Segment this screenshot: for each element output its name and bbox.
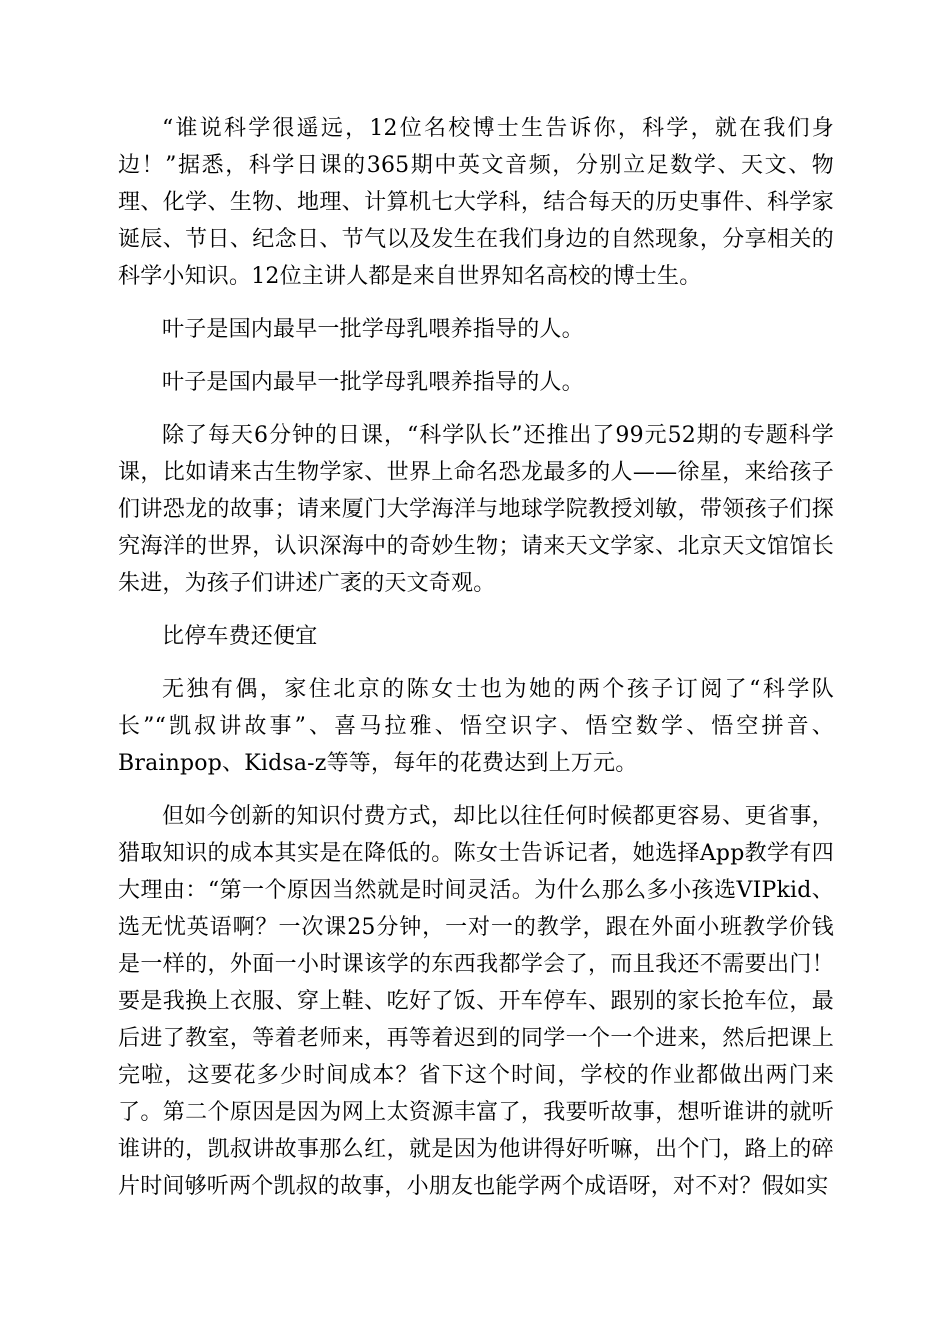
paragraph-special-course: 除了每天6分钟的日课，“科学队长”还推出了99元52期的专题科学课，比如请来古生物学家、世界上命名恐龙最多的人——徐星，来给孩子们讲恐龙的故事；请来厦门大学海洋与地球学院教授刘敏，带领孩子们探究海洋的世界，认识深海中的奇妙生物；请来天文学家、北京天文馆馆长朱进，为孩子们讲述广袤的天文奇观。 — [118, 423, 834, 596]
paragraph-yezi-1: 叶子是国内最早一批学母乳喂养指导的人。 — [162, 317, 584, 342]
paragraph-yezi-2: 叶子是国内最早一批学母乳喂养指导的人。 — [162, 370, 584, 395]
paragraph-knowledge-payment: 但如今创新的知识付费方式，却比以往任何时候都更容易、更省事，猎取知识的成本其实是在降低的。陈女士告诉记者，她选择App教学有四大理由：“第一个原因当然就是时间灵活。为什么那么多小孩选VIPkid、选无忧英语啊？一次课25分钟，一对一的教学，跟在外面小班教学价钱是一样的，外面一小时课该学的东西我都学会了，而且我还不需要出门！要是我换上衣服、穿上鞋、吃好了饭、开车停车、跟别的家长抢车位，最后进了教室，等着老师来，再等着迟到的同学一个一个进来，然后把课上完啦，这要花多少时间成本？省下这个时间，学校的作业都做出两门来了。第二个原因是因为网上太资源丰富了，我要听故事，想听谁讲的就听谁讲的，凯叔讲故事那么红，就是因为他讲得好听嘛，出个门，路上的碎片时间够听两个凯叔的故事，小朋友也能学两个成语呀，对不对？假如实 — [118, 804, 834, 1199]
section-heading: 比停车费还便宜 — [162, 624, 318, 649]
document-page — [118, 110, 834, 1205]
paragraph-ms-chen: 无独有偶，家住北京的陈女士也为她的两个孩子订阅了“科学队长”“凯叔讲故事”、喜马拉雅、悟空识字、悟空数学、悟空拼音、Brainpop、Kidsa-z等等，每年的花费达到上万元。 — [118, 677, 834, 776]
paragraph-science-daily: “谁说科学很遥远，12位名校博士生告诉你，科学，就在我们身边！”据悉，科学日课的365期中英文音频，分别立足数学、天文、物理、化学、生物、地理、计算机七大学科，结合每天的历史事件、科学家诞辰、节日、纪念日、节气以及发生在我们身边的自然现象，分享相关的科学小知识。12位主讲人都是来自世界知名高校的博士生。 — [118, 116, 834, 289]
